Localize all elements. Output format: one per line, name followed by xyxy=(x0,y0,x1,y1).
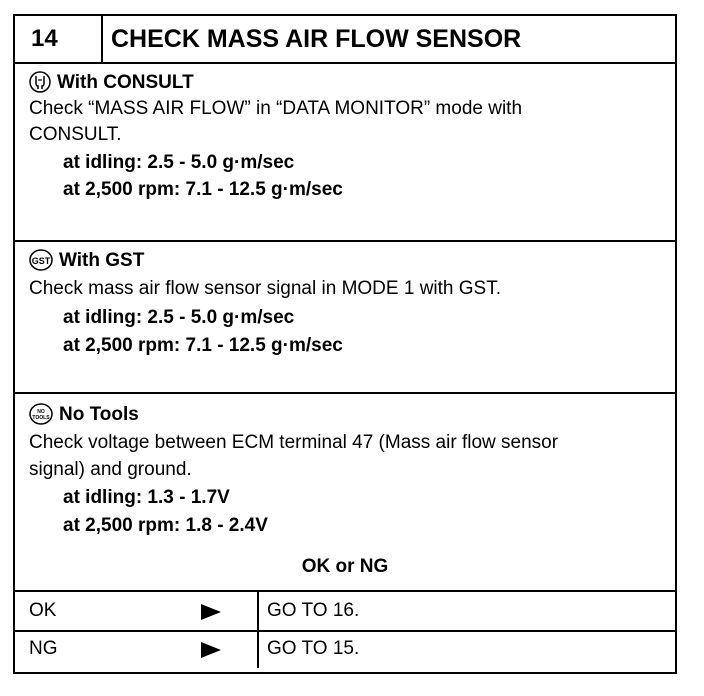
spec-line: at 2,500 rpm: 7.1 - 12.5 g·m/sec xyxy=(63,179,343,200)
instruction-line: Check mass air flow sensor signal in MODE 1 with GST. xyxy=(29,278,501,299)
result-action: GO TO 15. xyxy=(267,638,360,659)
spec-line: at idling: 2.5 - 5.0 g·m/sec xyxy=(63,307,295,328)
spec-line: at idling: 2.5 - 5.0 g·m/sec xyxy=(63,152,295,173)
step-number: 14 xyxy=(15,16,103,62)
section-no-tools xyxy=(15,394,675,590)
result-label: NG xyxy=(29,638,58,659)
arrow-right-icon xyxy=(199,604,221,625)
column-divider xyxy=(257,592,259,630)
section-heading: NO TOOLS No Tools xyxy=(29,402,139,433)
result-row-ok xyxy=(15,590,675,632)
svg-text:NO: NO xyxy=(37,409,45,415)
instruction-line: Check voltage between ECM terminal 47 (Mass air flow sensor xyxy=(29,432,559,453)
instruction-line: CONSULT. xyxy=(29,124,122,145)
section-with-consult xyxy=(15,64,675,242)
result-row-ng xyxy=(15,630,675,668)
result-label: OK xyxy=(29,600,57,621)
step-title: CHECK MASS AIR FLOW SENSOR xyxy=(111,25,522,53)
diagnostic-step-box xyxy=(13,14,677,674)
gst-icon xyxy=(29,249,53,279)
section-heading: With CONSULT xyxy=(29,70,194,101)
no-tools-icon xyxy=(29,403,53,433)
section-with-gst xyxy=(15,242,675,394)
instruction-line: signal) and ground. xyxy=(29,459,192,480)
arrow-right-icon xyxy=(199,642,221,663)
instruction-line: Check “MASS AIR FLOW” in “DATA MONITOR” mode with xyxy=(29,98,523,119)
svg-text:TOOLS: TOOLS xyxy=(32,415,50,421)
section-heading: GST With GST xyxy=(29,248,144,279)
svg-text:GST: GST xyxy=(31,256,51,266)
result-action: GO TO 16. xyxy=(267,600,360,621)
spec-line: at 2,500 rpm: 7.1 - 12.5 g·m/sec xyxy=(63,335,343,356)
spec-line: at 2,500 rpm: 1.8 - 2.4V xyxy=(63,515,268,536)
spec-line: at idling: 1.3 - 1.7V xyxy=(63,487,230,508)
column-divider xyxy=(257,630,259,668)
result-prompt: OK or NG xyxy=(301,556,389,577)
step-header xyxy=(15,16,675,64)
